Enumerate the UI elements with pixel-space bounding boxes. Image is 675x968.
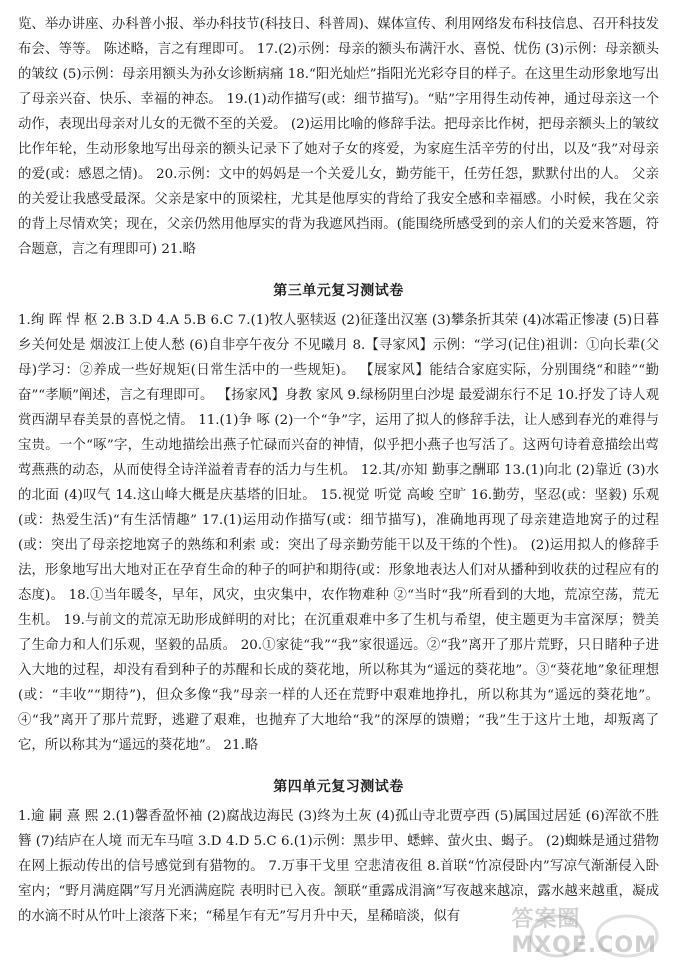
- unit2-answers-tail: 览、举办讲座、办科普小报、举办科技节(科技日、科普周)、媒体宣传、利用网络发布科技信息、召开科技发布会、等等。 陈述略，言之有理即可。 17.(2)示例：母亲的额头布满汗水、喜悦、忧伤 (3)示例：母亲额头的皱纹 (5)示例：母亲用额头为孙女诊断病痛 18.“阳光灿烂”指阳光光彩夺目的样子。在这里生动形象地写出了母亲兴奋、快乐、幸福的神态。 19.(1)动作描写(或：细节描写)。“贴”字用得生动传神，通过母亲这一个动作，表现出母亲对儿女的无微不至的关爱。 (2)运用比喻的修辞手法。把母亲比作树，把母亲额头上的皱纹比作年轮，生动形象地写出母亲的额头记录下了她对子女的疼爱，为家庭生活辛劳的付出，以及“我”对母亲的爱(或：感恩之情)。 20.示例：文中的妈妈是一个关爱儿女，勤劳能干，任劳任怨，默默付出的人。 父亲的关爱让我感受最深。父亲是家中的顶梁柱，尤其是他厚实的背给了我安全感和幸福感。小时候，我在父亲的背上尽情欢笑；现在，父亲仍然用他厚实的背为我遮风挡雨。(能围绕所感受到的亲人们的关爱来答题，符合题意，言之有理即可) 21.略: [18, 17, 659, 257]
- unit4-answers: 1.逾 嗣 熹 熙 2.(1)馨香盈怀袖 (2)腐战边海民 (3)终为土灰 (4)孤山寺北贾亭西 (5)属国过居延 (6)浑欲不胜簪 (7)结庐在人境 而无车马喧 3.D 4.D 5.C 6.(1)示例：黑步甲、蟋蟀、萤火虫、蝎子。 (2)蜘蛛是通过猎物在网上振动传出的信号感觉到有猎物的。 7.万事干戈里 空悲清夜徂 8.首联“竹凉侵卧内”写凉气渐渐侵入卧室内；“野月满庭隅”写月光洒满庭院 表明时已入夜。颔联“重露成涓滴”写夜越来越凉，露水越来越重，凝成的水滴不时从竹叶上滚落下来；“稀星乍有无”写月升中天，星稀暗淡，似有: [18, 809, 659, 924]
- unit3-title: 第三单元复习测试卷: [273, 283, 404, 299]
- unit4-title: 第四单元复习测试卷: [273, 779, 404, 795]
- watermark-text: 答案圈 MXQE.COM: [511, 907, 658, 958]
- unit3-answers: 1.绚 晖 悍 枢 2.B 3.D 4.A 5.B 6.C 7.(1)牧人驱犊返 (2)征蓬出汉塞 (3)攀条折其荣 (4)冰霜正惨凄 (5)日暮乡关何处是 烟波江上使人愁 (6)自非亭午夜分 不见曦月 8.【寻家风】示例：“学习(记住)祖训：①向长辈(父母)学习：②养成一些好规矩(日常生活中的一些规矩)。 【展家风】能结合家庭实际，分别围绕“和睦”“勤奋”“孝顺”阐述，言之有理即可。 【扬家风】身教 家风 9.绿杨阴里白沙堤 最爱湖东行不足 10.抒发了诗人观赏西湖早春美景的喜悦之情。 11.(1)争 啄 (2)一个“争”字，运用了拟人的修辞手法，让人感到春光的难得与宝贵。一个“啄”字，生动地描绘出燕子忙碌而兴奋的神情，似乎把小燕子也写活了。这两句诗着意描绘出莺莺燕燕的动态，从而使得全诗洋溢着青春的活力与生机。 12.其/亦知 勤事之酬耶 13.(1)向北 (2)靠近 (3)水的北面 (4)叹气 14.这山峰大概是庆基塔的旧址。 15.视觉 听觉 高峻 空旷 16.勤劳，坚忍(或：坚毅) 乐观(或：热爱生活)“有生活情趣” 17.(1)运用动作描写(或：细节描写)，准确地再现了母亲建造地窝子的过程(或：突出了母亲挖地窝子的熟练和利索 或：突出了母亲勤劳能干以及干练的个性)。 (2)运用拟人的修辞手法，形象地写出大地对正在孕育生命的种子的呵护和期待(或：形象地表达人们对从播种到收获的过程应有的态度)。 18.①当年暖冬，早年，风灾，虫灾集中，农作物难种 ②“当时“我”所看到的大地，荒凉空荡，荒无生机。 19.与前文的荒凉无助形成鲜明的对比；在沉重艰难中多了生机与希望，使主题更为丰富深厚；赞美了生命力和人们乐观，坚毅的品质。 20.①家徒“我”“我”家很遥远。②“我”离开了那片荒野，只日睹种子进入大地的过程，却没有看到种子的苏醒和长成的葵花地，所以称其为“遥远的葵花地”。③“葵花地”象征理想(或：“丰收”“期待”)，但众多像“我”母亲一样的人还在荒野中艰难地挣扎，所以称其为“遥远的葵花地”。④“我”离开了那片荒野，逃避了艰难，也抛弃了大地给“我”的深厚的馈赠；“我”生于这片土地，却叛离了它，所以称其为“遥远的葵花地”。 21.略: [18, 313, 659, 753]
